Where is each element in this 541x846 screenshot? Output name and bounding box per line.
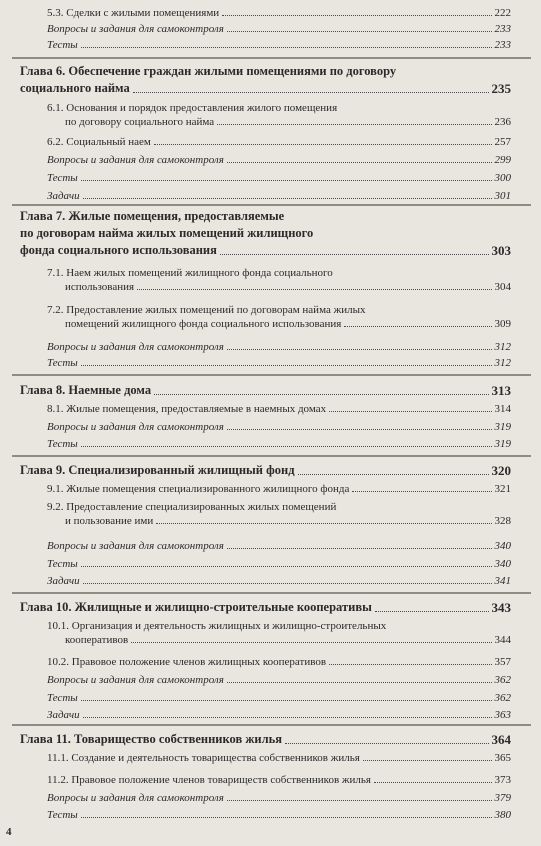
toc-entry[interactable]: 7.2. Предоставление жилых помещений по договорам найма жилых помещений жилищного фонда социального использования 309: [47, 304, 511, 330]
toc-entry[interactable]: 6.2. Социальный наем 257: [47, 136, 511, 148]
toc-entry[interactable]: Вопросы и задания для самоконтроля 299: [47, 154, 511, 166]
toc-entry[interactable]: Вопросы и задания для самоконтроля 340: [47, 540, 511, 552]
toc-entry[interactable]: 11.2. Правовое положение членов товариществ собственников жилья 373: [47, 774, 511, 786]
chapter-divider: [12, 724, 531, 726]
chapter-6-title[interactable]: Глава 6. Обеспечение граждан жилыми помещениями по договору социального найма 235: [20, 64, 511, 96]
toc-entry[interactable]: Тесты 233: [47, 39, 511, 51]
toc-entry[interactable]: Тесты 340: [47, 558, 511, 570]
toc-entry[interactable]: 9.1. Жилые помещения специализированного жилищного фонда 321: [47, 483, 511, 495]
chapter-11-title[interactable]: Глава 11. Товарищество собственников жилья 364: [20, 732, 511, 747]
toc-entry[interactable]: 8.1. Жилые помещения, предоставляемые в наемных домах 314: [47, 403, 511, 415]
toc-entry[interactable]: Тесты 319: [47, 438, 511, 450]
chapter-divider: [12, 57, 531, 59]
toc-entry[interactable]: 11.1. Создание и деятельность товарищества собственников жилья 365: [47, 752, 511, 764]
chapter-8-title[interactable]: Глава 8. Наемные дома 313: [20, 383, 511, 398]
toc-entry[interactable]: 9.2. Предоставление специализированных жилых помещений и пользование ими 328: [47, 501, 511, 527]
toc-entry[interactable]: Вопросы и задания для самоконтроля 379: [47, 792, 511, 804]
toc-entry[interactable]: 10.1. Организация и деятельность жилищных и жилищно-строительных кооперативов 344: [47, 620, 511, 646]
toc-entry[interactable]: Вопросы и задания для самоконтроля 233: [47, 23, 511, 35]
chapter-divider: [12, 204, 531, 206]
chapter-divider: [12, 374, 531, 376]
chapter-10-title[interactable]: Глава 10. Жилищные и жилищно-строительные кооперативы 343: [20, 600, 511, 615]
toc-entry[interactable]: Тесты 300: [47, 172, 511, 184]
chapter-divider: [12, 455, 531, 457]
chapter-9-title[interactable]: Глава 9. Специализированный жилищный фонд 320: [20, 463, 511, 478]
toc-entry[interactable]: 7.1. Наем жилых помещений жилищного фонда социального использования 304: [47, 267, 511, 293]
chapter-divider: [12, 592, 531, 594]
toc-entry[interactable]: Тесты 312: [47, 357, 511, 369]
page-number: 4: [6, 826, 12, 838]
toc-entry[interactable]: 10.2. Правовое положение членов жилищных кооперативов 357: [47, 656, 511, 668]
toc-entry[interactable]: Задачи 341: [47, 575, 511, 587]
toc-entry[interactable]: Тесты 380: [47, 809, 511, 821]
toc-entry[interactable]: 5.3. Сделки с жилыми помещениями 222: [47, 7, 511, 19]
toc-entry[interactable]: Вопросы и задания для самоконтроля 312: [47, 341, 511, 353]
toc-entry[interactable]: Вопросы и задания для самоконтроля 319: [47, 421, 511, 433]
chapter-7-title[interactable]: Глава 7. Жилые помещения, предоставляемые по договорам найма жилых помещений жилищного фонда социального использования 303: [20, 209, 511, 258]
toc-entry[interactable]: 6.1. Основания и порядок предоставления жилого помещения по договору социального найма 236: [47, 102, 511, 128]
toc-entry[interactable]: Вопросы и задания для самоконтроля 362: [47, 674, 511, 686]
toc-entry[interactable]: Тесты 362: [47, 692, 511, 704]
toc-entry[interactable]: Задачи 301: [47, 190, 511, 202]
toc-entry[interactable]: Задачи 363: [47, 709, 511, 721]
